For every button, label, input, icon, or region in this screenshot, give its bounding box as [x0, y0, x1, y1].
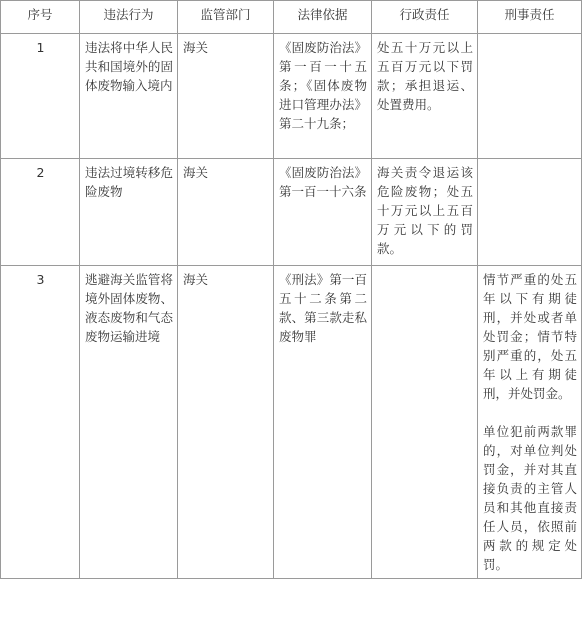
cell-department: 海关 — [178, 159, 274, 266]
cell-admin-liability: 处五十万元以上五百万元以下罚款；承担退运、处置费用。 — [372, 34, 478, 159]
table-row — [1, 159, 582, 266]
table-row — [1, 34, 582, 159]
header-criminal-liability: 刑事责任 — [478, 1, 582, 34]
cell-legal-basis: 《固废防治法》第一百一十六条 — [274, 159, 372, 266]
header-legal-basis: 法律依据 — [274, 1, 372, 34]
cell-department: 海关 — [178, 34, 274, 159]
cell-violation: 违法过境转移危险废物 — [80, 159, 178, 266]
paragraph-spacer — [483, 403, 577, 422]
cell-admin-liability: 海关责令退运该危险废物；处五十万元以上五百万元以下的罚款。 — [372, 159, 478, 266]
cell-criminal-liability — [478, 266, 582, 579]
cell-index: 2 — [1, 159, 80, 266]
criminal-liability-paragraph-1: 情节严重的处五年以下有期徒刑，并处或者单处罚金；情节特别严重的，处五年以上有期徒刑，并处罚金。 — [483, 272, 577, 401]
cell-legal-basis: 《刑法》第一百五十二条第二款、第三款走私废物罪 — [274, 266, 372, 579]
criminal-liability-paragraph-2: 单位犯前两款罪的，对单位判处罚金，并对其直接负责的主管人员和其他直接责任人员，依照前两款的规定处罚。 — [483, 424, 577, 572]
cell-violation: 违法将中华人民共和国境外的固体废物输入境内 — [80, 34, 178, 159]
cell-department: 海关 — [178, 266, 274, 579]
cell-index: 3 — [1, 266, 80, 579]
cell-criminal-liability — [478, 34, 582, 159]
header-index: 序号 — [1, 1, 80, 34]
header-department: 监管部门 — [178, 1, 274, 34]
header-violation: 违法行为 — [80, 1, 178, 34]
table-row — [1, 266, 582, 579]
table-header-row — [1, 1, 582, 34]
cell-admin-liability — [372, 266, 478, 579]
cell-violation: 逃避海关监管将境外固体废物、液态废物和气态废物运输进境 — [80, 266, 178, 579]
header-admin-liability: 行政责任 — [372, 1, 478, 34]
cell-index: 1 — [1, 34, 80, 159]
cell-legal-basis: 《固废防治法》第一百一十五条；《固体废物进口管理办法》第二十九条； — [274, 34, 372, 159]
cell-criminal-liability — [478, 159, 582, 266]
